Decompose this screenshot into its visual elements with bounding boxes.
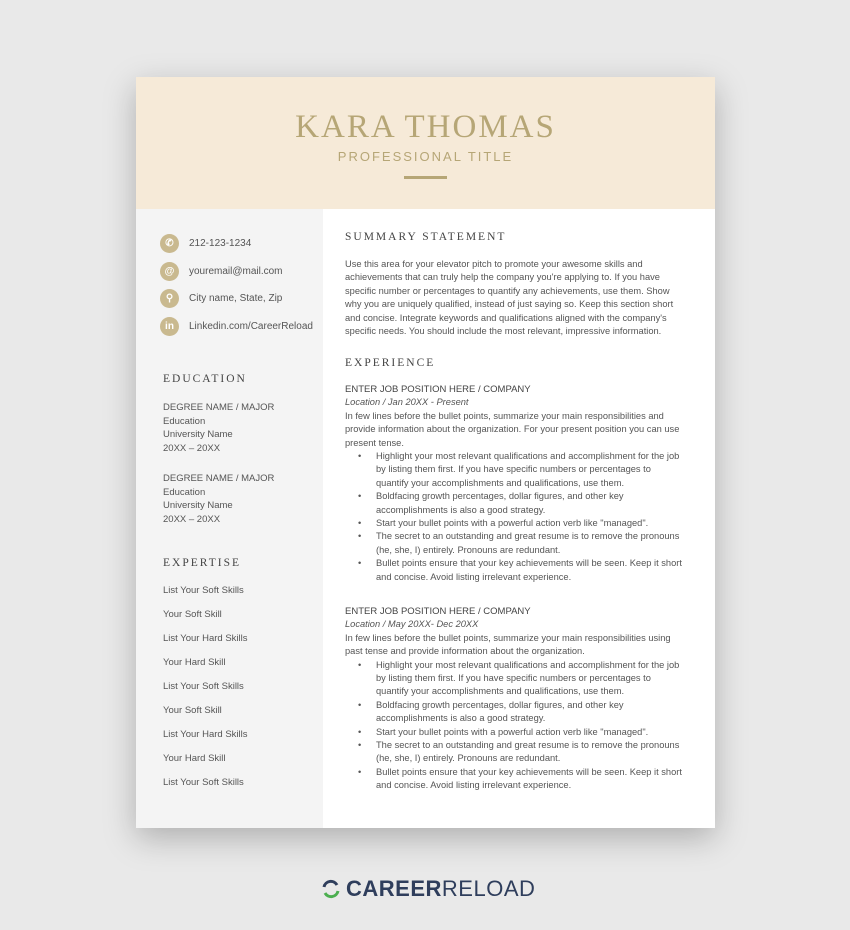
resume-header [136,77,715,209]
education-entry [163,401,274,455]
job-position: ENTER JOB POSITION HERE / COMPANY [345,606,531,617]
brand-light: RELOAD [441,876,536,901]
bullet-item: • Highlight your most relevant qualifications and accomplishment for the job by listing them first. If you have specific numbers or percentages to quantify your accomplishments and qualifications, use them. [376,659,685,699]
bullet-item: • Start your bullet points with a powerful action verb like "managed". [376,517,685,530]
job-bullets [345,659,685,793]
summary-text: Use this area for your elevator pitch to promote your awesome skills and achievements that can truly help the company you're applying to. If you have specific number or percentages to quantify any achievements, use them. Show why you are uniquely qualified, instead of just saying so. Keep this section short and concise. Integrate keywords and qualifications aligned with the company's specific needs. You should include the most relevant, impressive information. [345,259,674,337]
skill-item: Your Soft Skill [163,705,222,716]
bullet-item: • Bullet points ensure that your key achievements will be seen. Keep it short and concise. Avoid listing irrelevant experience. [376,766,685,793]
bullet-item: • The secret to an outstanding and great resume is to remove the pronouns (he, she, I) entirely. Pronouns are redundant. [376,739,685,766]
education-entry [163,472,274,526]
contact-item [160,234,251,253]
bullet-item: • Highlight your most relevant qualifications and accomplishment for the job by listing them first. If you have specific numbers or percentages to quantify your accomplishments and qualifications, use them. [376,450,685,490]
bullet-item: • Boldfacing growth percentages, dollar figures, and other key accomplishments is also a good strategy. [376,699,685,726]
at-icon: @ [160,262,179,281]
summary-heading: SUMMARY STATEMENT [345,231,507,243]
job-position: ENTER JOB POSITION HERE / COMPANY [345,384,531,395]
contact-item [160,317,313,336]
job-intro: In few lines before the bullet points, summarize your main responsibilities and provide information about the organization. For your present position you can use present tense. [345,410,680,448]
skill-item: List Your Soft Skills [163,681,244,692]
expertise-heading: EXPERTISE [163,557,242,569]
skill-item: Your Hard Skill [163,753,226,764]
job-entry [345,605,685,793]
bullet-item: • Boldfacing growth percentages, dollar figures, and other key accomplishments is also a good strategy. [376,490,685,517]
candidate-name: KARA THOMAS [295,109,556,145]
bullet-item: • Start your bullet points with a powerful action verb like "managed". [376,726,685,739]
contact-item [160,289,282,308]
job-bullets [345,450,685,584]
brand-bold: CAREER [346,876,442,901]
experience-heading: EXPERIENCE [345,357,436,369]
phone-icon: ✆ [160,234,179,253]
contact-text: 212-123-1234 [189,238,252,249]
bullet-item: • The secret to an outstanding and great resume is to remove the pronouns (he, she, I) entirely. Pronouns are redundant. [376,530,685,557]
dates: 20XX – 20XX [163,513,221,525]
skill-item: List Your Soft Skills [163,777,244,788]
sidebar [136,209,323,828]
degree: DEGREE NAME / MAJOR [163,402,275,413]
skill-item: Your Hard Skill [163,657,226,668]
skill-item: List Your Hard Skills [163,633,248,644]
contact-item [160,262,283,281]
job-location-dates: Location / May 20XX- Dec 20XX [345,619,479,630]
education-type: Education [163,415,206,427]
education-type: Education [163,486,206,498]
header-divider [404,176,447,179]
location-pin-icon: ⚲ [160,289,179,308]
school: University Name [163,500,233,511]
careerreload-logo [320,876,535,902]
professional-title: PROFESSIONAL TITLE [337,149,514,164]
bullet-item: • Bullet points ensure that your key achievements will be seen. Keep it short and concise. Avoid listing irrelevant experience. [376,557,685,584]
linkedin-icon: in [160,317,179,336]
contact-text: youremail@mail.com [189,265,283,277]
reload-icon [320,878,342,900]
skill-item: List Your Hard Skills [163,729,248,740]
dates: 20XX – 20XX [163,442,221,454]
resume-page [136,77,715,828]
job-intro: In few lines before the bullet points, summarize your main responsibilities using past tense and provide information about the organization. [345,632,671,657]
contact-text: Linkedin.com/CareerReload [189,320,313,332]
job-entry [345,383,685,584]
job-location-dates: Location / Jan 20XX - Present [345,397,469,408]
degree: DEGREE NAME / MAJOR [163,473,275,484]
education-heading: EDUCATION [163,373,247,385]
contact-text: City name, State, Zip [189,293,283,304]
school: University Name [163,429,233,440]
skill-item: List Your Soft Skills [163,585,244,596]
skill-item: Your Soft Skill [163,609,222,620]
